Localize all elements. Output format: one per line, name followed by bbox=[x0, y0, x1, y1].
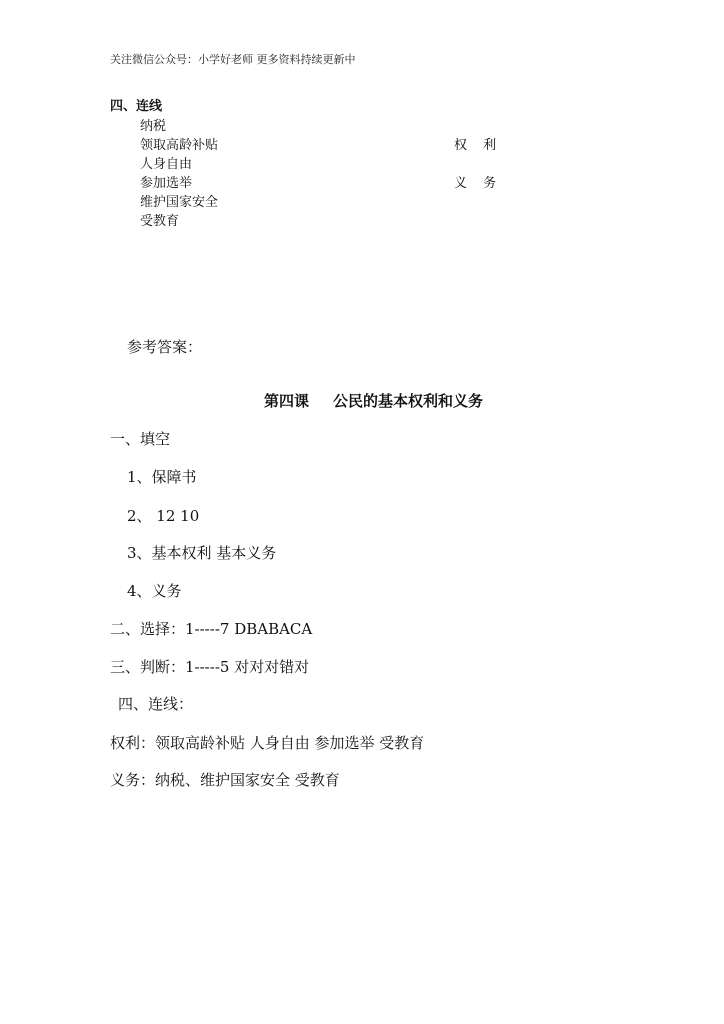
answer-matching-heading: 四、连线： bbox=[118, 695, 194, 713]
lesson-number: 第四课 bbox=[264, 392, 310, 410]
lesson-title bbox=[264, 394, 483, 409]
matching-left-item: 参加选举 bbox=[140, 176, 193, 191]
answer-line: 2、 12 10 bbox=[127, 507, 200, 525]
matching-left-item: 维护国家安全 bbox=[140, 195, 219, 210]
answer-judge-line: 三、判断：1-----5 对对对错对 bbox=[110, 658, 310, 676]
answer-line: 1、保障书 bbox=[127, 468, 197, 486]
lesson-name: 公民的基本权利和义务 bbox=[333, 392, 484, 410]
answer-rights-line: 权利：领取高龄补贴 人身自由 参加选举 受教育 bbox=[110, 734, 425, 752]
answer-choice-line: 二、选择：1-----7 DBABACA bbox=[110, 620, 313, 638]
matching-left-item: 人身自由 bbox=[140, 157, 193, 172]
answer-line: 4、义务 bbox=[127, 582, 182, 600]
matching-left-item: 领取高龄补贴 bbox=[140, 138, 219, 153]
answer-heading-fill: 一、填空 bbox=[110, 430, 171, 448]
answer-key-label: 参考答案： bbox=[127, 338, 203, 356]
matching-right-item: 权 利 bbox=[454, 138, 503, 153]
matching-left-item: 纳税 bbox=[140, 119, 167, 134]
matching-section-title: 四、连线 bbox=[110, 99, 163, 114]
header-note: 关注微信公众号：小学好老师 更多资料持续更新中 bbox=[110, 53, 356, 66]
matching-left-item: 受教育 bbox=[140, 214, 180, 229]
answer-duties-line: 义务：纳税、维护国家安全 受教育 bbox=[110, 771, 340, 789]
matching-right-item: 义 务 bbox=[454, 176, 503, 191]
answer-line: 3、基本权利 基本义务 bbox=[127, 544, 277, 562]
